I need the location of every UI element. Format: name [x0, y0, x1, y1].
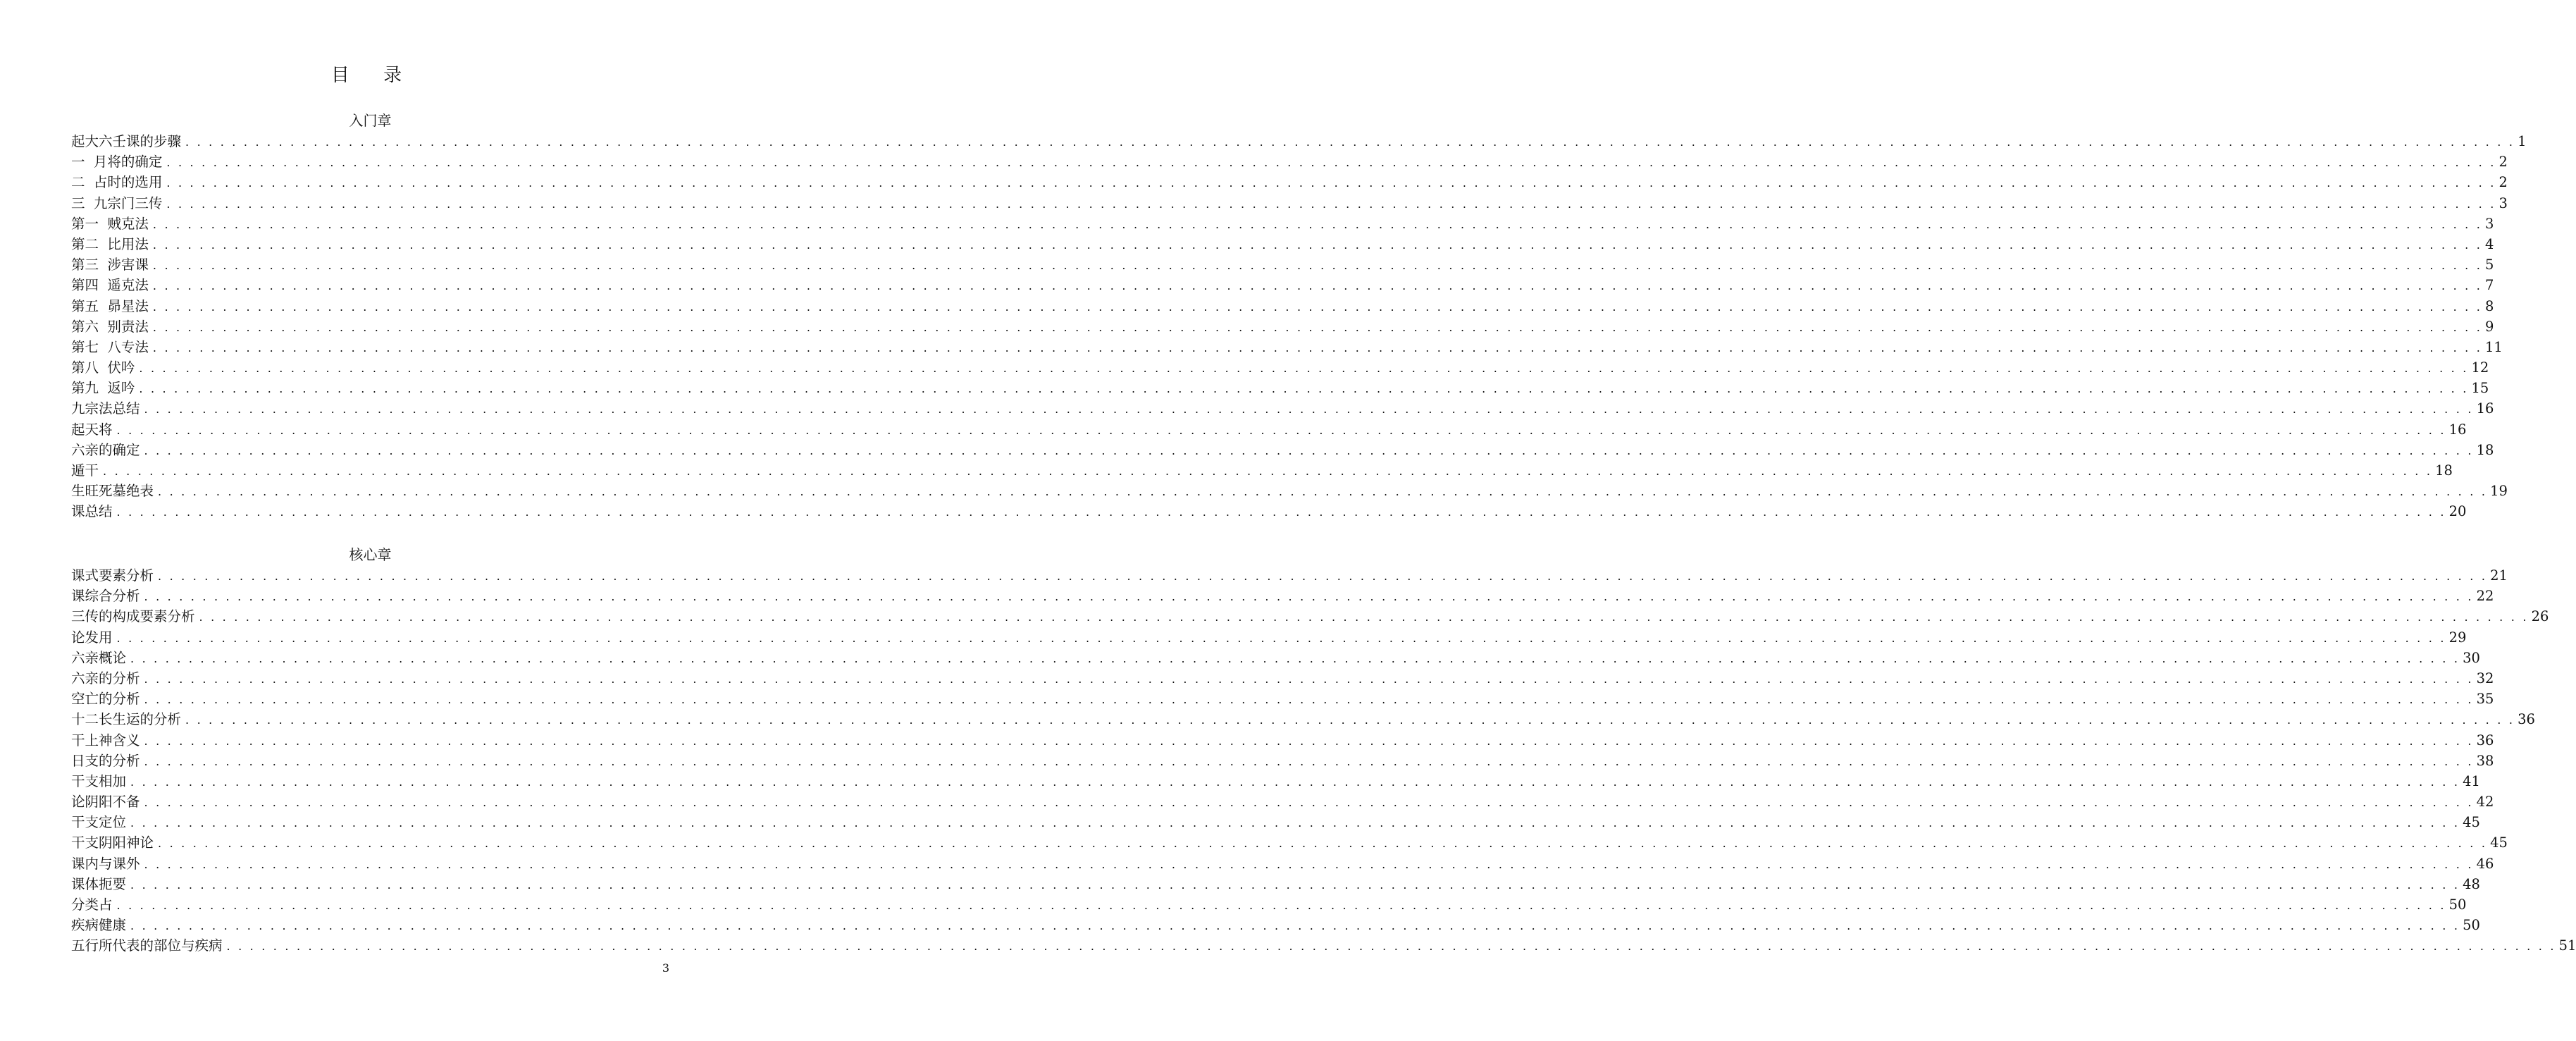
toc-entry-page: 38: [2476, 752, 2494, 769]
toc-entry-label: 六亲的分析: [71, 670, 140, 686]
toc-entry-label: 第九 返吟: [71, 380, 135, 397]
dot-leader: . . . . . . . . . . . . . . . . . . . . . . . . . . . . . . . . . . . . . . . . . . . . . . . . . . . . . . . . . . . . . . . . . . . . . . . . . . . . . . . . . . . . . . . . . . . . . . . . . . . . . . . . . . . . . . . . . . . . . . . . . . . . . . . . . . . . . . . . . . . . . . . . . . . . . . . . . . . . . . . . . . . . . . . . . . . . . . . . . . . . . . . . . . . . . . . . . . . . . . . .: [103, 464, 2433, 478]
toc-entry-page: 5: [2485, 257, 2494, 273]
toc-entry-page: 35: [2476, 691, 2494, 708]
toc-entry-page: 36: [2476, 732, 2494, 749]
toc-entry[interactable]: [71, 131, 2527, 152]
toc-entry[interactable]: [71, 915, 2480, 935]
dot-leader: . . . . . . . . . . . . . . . . . . . . . . . . . . . . . . . . . . . . . . . . . . . . . . . . . . . . . . . . . . . . . . . . . . . . . . . . . . . . . . . . . . . . . . . . . . . . . . . . . . . . . . . . . . . . . . . . . . . . . . . . . . . . . . . . . . . . . . . . . . . . . . . . . . . . . . . . . . . . . . . . . . . . . . . . . . . . . . . . . . . . . . . . . . . . . . . . . . . . . . . .: [144, 796, 2474, 810]
dot-leader: . . . . . . . . . . . . . . . . . . . . . . . . . . . . . . . . . . . . . . . . . . . . . . . . . . . . . . . . . . . . . . . . . . . . . . . . . . . . . . . . . . . . . . . . . . . . . . . . . . . . . . . . . . . . . . . . . . . . . . . . . . . . . . . . . . . . . . . . . . . . . . . . . . . . . . . . . . . . . . . . . . . . . . . . . . . . . . . . . . . . . . . . . . . . . . . . . . . . . . . .: [130, 816, 2460, 830]
toc-entry-page: 21: [2490, 567, 2508, 584]
toc-entry-label: 疾病健康: [71, 917, 127, 934]
dot-leader: . . . . . . . . . . . . . . . . . . . . . . . . . . . . . . . . . . . . . . . . . . . . . . . . . . . . . . . . . . . . . . . . . . . . . . . . . . . . . . . . . . . . . . . . . . . . . . . . . . . . . . . . . . . . . . . . . . . . . . . . . . . . . . . . . . . . . . . . . . . . . . . . . . . . . . . . . . . . . . . . . . . . . . . . . . . . . . . . . . . . . . . . . . . . . . . . . . . . . . . .: [144, 590, 2474, 604]
dot-leader: . . . . . . . . . . . . . . . . . . . . . . . . . . . . . . . . . . . . . . . . . . . . . . . . . . . . . . . . . . . . . . . . . . . . . . . . . . . . . . . . . . . . . . . . . . . . . . . . . . . . . . . . . . . . . . . . . . . . . . . . . . . . . . . . . . . . . . . . . . . . . . . . . . . . . . . . . . . . . . . . . . . . . . . . . . . . . . . . . . . . . . . . . . . . . . . . . . . . . . . .: [152, 238, 2482, 252]
toc-entry-page: 26: [2531, 608, 2549, 625]
toc-entry-page: 41: [2463, 772, 2480, 789]
toc-entry-label: 第六 别责法: [71, 318, 149, 335]
toc-entry-page: 50: [2463, 917, 2480, 934]
dot-leader: . . . . . . . . . . . . . . . . . . . . . . . . . . . . . . . . . . . . . . . . . . . . . . . . . . . . . . . . . . . . . . . . . . . . . . . . . . . . . . . . . . . . . . . . . . . . . . . . . . . . . . . . . . . . . . . . . . . . . . . . . . . . . . . . . . . . . . . . . . . . . . . . . . . . . . . . . . . . . . . . . . . . . . . . . . . . . . . . . . . . . . . . . . . . . . . . . . . . . . . .: [139, 382, 2469, 396]
dot-leader: . . . . . . . . . . . . . . . . . . . . . . . . . . . . . . . . . . . . . . . . . . . . . . . . . . . . . . . . . . . . . . . . . . . . . . . . . . . . . . . . . . . . . . . . . . . . . . . . . . . . . . . . . . . . . . . . . . . . . . . . . . . . . . . . . . . . . . . . . . . . . . . . . . . . . . . . . . . . . . . . . . . . . . . . . . . . . . . . . . . . . . . . . . . . . . . . . . . . . . . .: [144, 443, 2474, 457]
toc-entry[interactable]: [71, 771, 2480, 791]
dot-leader: . . . . . . . . . . . . . . . . . . . . . . . . . . . . . . . . . . . . . . . . . . . . . . . . . . . . . . . . . . . . . . . . . . . . . . . . . . . . . . . . . . . . . . . . . . . . . . . . . . . . . . . . . . . . . . . . . . . . . . . . . . . . . . . . . . . . . . . . . . . . . . . . . . . . . . . . . . . . . . . . . . . . . . . . . . . . . . . . . . . . . . . . . . . . . . . . . . . . . . . .: [152, 320, 2482, 334]
toc-entry-label: 六亲的确定: [71, 441, 140, 458]
toc-entry-label: 一 月将的确定: [71, 154, 163, 171]
toc-entry-label: 生旺死墓绝表: [71, 483, 154, 500]
toc-entry[interactable]: [71, 709, 2535, 729]
toc-entry[interactable]: [71, 791, 2494, 812]
toc-entry[interactable]: [71, 419, 2467, 440]
toc-entry[interactable]: [71, 172, 2508, 192]
dot-leader: . . . . . . . . . . . . . . . . . . . . . . . . . . . . . . . . . . . . . . . . . . . . . . . . . . . . . . . . . . . . . . . . . . . . . . . . . . . . . . . . . . . . . . . . . . . . . . . . . . . . . . . . . . . . . . . . . . . . . . . . . . . . . . . . . . . . . . . . . . . . . . . . . . . . . . . . . . . . . . . . . . . . . . . . . . . . . . . . . . . . . . . . . . . . . . . . . . . . . . . .: [130, 651, 2460, 665]
toc-entry[interactable]: [71, 894, 2467, 915]
toc-entry-label: 起天将: [71, 421, 113, 438]
toc-entry[interactable]: [71, 152, 2508, 172]
toc-entry-label: 课内与课外: [71, 855, 140, 872]
toc-entry-page: 45: [2490, 834, 2508, 851]
toc-entry[interactable]: [71, 357, 2489, 378]
toc-entry-page: 19: [2490, 483, 2508, 500]
toc-entry-label: 干支阴阳神论: [71, 834, 154, 851]
toc-entry[interactable]: [71, 501, 2467, 522]
toc-entry-page: 9: [2485, 318, 2494, 335]
dot-leader: . . . . . . . . . . . . . . . . . . . . . . . . . . . . . . . . . . . . . . . . . . . . . . . . . . . . . . . . . . . . . . . . . . . . . . . . . . . . . . . . . . . . . . . . . . . . . . . . . . . . . . . . . . . . . . . . . . . . . . . . . . . . . . . . . . . . . . . . . . . . . . . . . . . . . . . . . . . . . . . . . . . . . . . . . . . . . . . . . . . . . . . . . . . . . . . . . . . . . . . .: [152, 300, 2482, 314]
toc-entry[interactable]: [71, 234, 2494, 254]
page-title: 目 录: [330, 65, 416, 86]
toc-entry-label: 起大六壬课的步骤: [71, 133, 182, 149]
toc-entry-label: 第一 贼克法: [71, 215, 149, 232]
toc-entry-label: 日支的分析: [71, 752, 140, 769]
toc-entry-page: 12: [2471, 359, 2489, 376]
toc-entry[interactable]: [71, 627, 2467, 648]
toc-entry[interactable]: [71, 460, 2453, 481]
toc-entry[interactable]: [71, 275, 2494, 295]
toc-entry[interactable]: [71, 874, 2480, 894]
toc-entry-page: 15: [2471, 380, 2489, 397]
toc-entry-label: 第三 涉害课: [71, 257, 149, 273]
dot-leader: . . . . . . . . . . . . . . . . . . . . . . . . . . . . . . . . . . . . . . . . . . . . . . . . . . . . . . . . . . . . . . . . . . . . . . . . . . . . . . . . . . . . . . . . . . . . . . . . . . . . . . . . . . . . . . . . . . . . . . . . . . . . . . . . . . . . . . . . . . . . . . . . . . . . . . . . . . . . . . . . . . . . . . . . . . . . . . . . . . . . . . . . . . . . . . . . . . . . . . . .: [116, 899, 2446, 912]
dot-leader: . . . . . . . . . . . . . . . . . . . . . . . . . . . . . . . . . . . . . . . . . . . . . . . . . . . . . . . . . . . . . . . . . . . . . . . . . . . . . . . . . . . . . . . . . . . . . . . . . . . . . . . . . . . . . . . . . . . . . . . . . . . . . . . . . . . . . . . . . . . . . . . . . . . . . . . . . . . . . . . . . . . . . . . . . . . . . . . . . . . . . . . . . . . . . . . . . . . . . . . .: [144, 734, 2474, 748]
toc-entry-page: 3: [2485, 215, 2494, 232]
toc-entry[interactable]: [71, 586, 2494, 606]
dot-leader: . . . . . . . . . . . . . . . . . . . . . . . . . . . . . . . . . . . . . . . . . . . . . . . . . . . . . . . . . . . . . . . . . . . . . . . . . . . . . . . . . . . . . . . . . . . . . . . . . . . . . . . . . . . . . . . . . . . . . . . . . . . . . . . . . . . . . . . . . . . . . . . . . . . . . . . . . . . . . . . . . . . . . . . . . . . . . . . . . . . . . . . . . . . . . . . . . . . . . . . .: [199, 610, 2529, 624]
dot-leader: . . . . . . . . . . . . . . . . . . . . . . . . . . . . . . . . . . . . . . . . . . . . . . . . . . . . . . . . . . . . . . . . . . . . . . . . . . . . . . . . . . . . . . . . . . . . . . . . . . . . . . . . . . . . . . . . . . . . . . . . . . . . . . . . . . . . . . . . . . . . . . . . . . . . . . . . . . . . . . . . . . . . . . . . . . . . . . . . . . . . . . . . . . . . . . . . . . . . . . . .: [152, 279, 2482, 293]
toc-entry[interactable]: [71, 668, 2494, 689]
toc-entry-page: 22: [2476, 588, 2494, 605]
toc-entry[interactable]: [71, 481, 2508, 501]
toc-entry[interactable]: [71, 606, 2549, 627]
toc-entry-label: 空亡的分析: [71, 691, 140, 708]
section-heading: 入门章: [349, 112, 392, 129]
toc-section-core: [71, 545, 2576, 956]
toc-entry-list: [71, 565, 2576, 956]
toc-entry[interactable]: [71, 812, 2480, 832]
toc-entry-page: 8: [2485, 297, 2494, 314]
dot-leader: . . . . . . . . . . . . . . . . . . . . . . . . . . . . . . . . . . . . . . . . . . . . . . . . . . . . . . . . . . . . . . . . . . . . . . . . . . . . . . . . . . . . . . . . . . . . . . . . . . . . . . . . . . . . . . . . . . . . . . . . . . . . . . . . . . . . . . . . . . . . . . . . . . . . . . . . . . . . . . . . . . . . . . . . . . . . . . . . . . . . . . . . . . . . . . . . . . . . . . . .: [166, 156, 2496, 170]
toc-entry-label: 第二 比用法: [71, 235, 149, 252]
toc-entry-label: 干上神含义: [71, 732, 140, 749]
toc-entry-label: 课总结: [71, 503, 113, 520]
toc-entry-page: 46: [2476, 855, 2494, 872]
toc-entry-label: 二 占时的选用: [71, 174, 163, 191]
section-heading: 核心章: [349, 546, 392, 563]
dot-leader: . . . . . . . . . . . . . . . . . . . . . . . . . . . . . . . . . . . . . . . . . . . . . . . . . . . . . . . . . . . . . . . . . . . . . . . . . . . . . . . . . . . . . . . . . . . . . . . . . . . . . . . . . . . . . . . . . . . . . . . . . . . . . . . . . . . . . . . . . . . . . . . . . . . . . . . . . . . . . . . . . . . . . . . . . . . . . . . . . . . . . . . . . . . . . . . . . . . . . . . .: [130, 877, 2460, 892]
toc-entry-page: 16: [2448, 421, 2467, 438]
toc-entry-label: 第四 遥克法: [71, 277, 149, 294]
toc-entry[interactable]: [71, 398, 2494, 419]
toc-entry-label: 五行所代表的部位与疾病: [71, 937, 223, 954]
toc-entry-page: 50: [2448, 897, 2467, 913]
toc-entry-list: [71, 131, 2527, 522]
toc-entry-label: 遁干: [71, 462, 99, 479]
toc-entry-label: 课体扼要: [71, 875, 127, 892]
toc-entry-page: 2: [2498, 154, 2508, 171]
toc-entry-page: 30: [2463, 649, 2480, 666]
toc-entry-page: 18: [2476, 441, 2494, 458]
toc-entry-label: 论发用: [71, 629, 113, 646]
dot-leader: . . . . . . . . . . . . . . . . . . . . . . . . . . . . . . . . . . . . . . . . . . . . . . . . . . . . . . . . . . . . . . . . . . . . . . . . . . . . . . . . . . . . . . . . . . . . . . . . . . . . . . . . . . . . . . . . . . . . . . . . . . . . . . . . . . . . . . . . . . . . . . . . . . . . . . . . . . . . . . . . . . . . . . . . . . . . . . . . . . . . . . . . . . . . . . . . . . . . . . . .: [139, 362, 2469, 376]
toc-entry[interactable]: [71, 193, 2508, 214]
dot-leader: . . . . . . . . . . . . . . . . . . . . . . . . . . . . . . . . . . . . . . . . . . . . . . . . . . . . . . . . . . . . . . . . . . . . . . . . . . . . . . . . . . . . . . . . . . . . . . . . . . . . . . . . . . . . . . . . . . . . . . . . . . . . . . . . . . . . . . . . . . . . . . . . . . . . . . . . . . . . . . . . . . . . . . . . . . . . . . . . . . . . . . . . . . . . . . . . . . . . . . . .: [144, 672, 2474, 686]
toc-entry[interactable]: [71, 648, 2480, 668]
dot-leader: . . . . . . . . . . . . . . . . . . . . . . . . . . . . . . . . . . . . . . . . . . . . . . . . . . . . . . . . . . . . . . . . . . . . . . . . . . . . . . . . . . . . . . . . . . . . . . . . . . . . . . . . . . . . . . . . . . . . . . . . . . . . . . . . . . . . . . . . . . . . . . . . . . . . . . . . . . . . . . . . . . . . . . . . . . . . . . . . . . . . . . . . . . . . . . . . . . . . . . . .: [116, 631, 2446, 645]
toc-entry[interactable]: [71, 854, 2494, 874]
dot-leader: . . . . . . . . . . . . . . . . . . . . . . . . . . . . . . . . . . . . . . . . . . . . . . . . . . . . . . . . . . . . . . . . . . . . . . . . . . . . . . . . . . . . . . . . . . . . . . . . . . . . . . . . . . . . . . . . . . . . . . . . . . . . . . . . . . . . . . . . . . . . . . . . . . . . . . . . . . . . . . . . . . . . . . . . . . . . . . . . . . . . . . . . . . . . . . . . . . . . . . . .: [166, 197, 2496, 211]
toc-entry-page: 1: [2518, 133, 2527, 149]
toc-entry[interactable]: [71, 316, 2494, 337]
dot-leader: . . . . . . . . . . . . . . . . . . . . . . . . . . . . . . . . . . . . . . . . . . . . . . . . . . . . . . . . . . . . . . . . . . . . . . . . . . . . . . . . . . . . . . . . . . . . . . . . . . . . . . . . . . . . . . . . . . . . . . . . . . . . . . . . . . . . . . . . . . . . . . . . . . . . . . . . . . . . . . . . . . . . . . . . . . . . . . . . . . . . . . . . . . . . . . . . . . . . . . . .: [130, 919, 2460, 933]
dot-leader: . . . . . . . . . . . . . . . . . . . . . . . . . . . . . . . . . . . . . . . . . . . . . . . . . . . . . . . . . . . . . . . . . . . . . . . . . . . . . . . . . . . . . . . . . . . . . . . . . . . . . . . . . . . . . . . . . . . . . . . . . . . . . . . . . . . . . . . . . . . . . . . . . . . . . . . . . . . . . . . . . . . . . . . . . . . . . . . . . . . . . . . . . . . . . . . . . . . . . . . .: [185, 135, 2515, 149]
toc-entry[interactable]: [71, 214, 2494, 234]
dot-leader: . . . . . . . . . . . . . . . . . . . . . . . . . . . . . . . . . . . . . . . . . . . . . . . . . . . . . . . . . . . . . . . . . . . . . . . . . . . . . . . . . . . . . . . . . . . . . . . . . . . . . . . . . . . . . . . . . . . . . . . . . . . . . . . . . . . . . . . . . . . . . . . . . . . . . . . . . . . . . . . . . . . . . . . . . . . . . . . . . . . . . . . . . . . . . . . . . . . . . . . .: [158, 837, 2488, 851]
toc-entry-page: 7: [2485, 277, 2494, 294]
page-number: 3: [662, 961, 669, 975]
toc-entry-page: 32: [2476, 670, 2494, 686]
dot-leader: . . . . . . . . . . . . . . . . . . . . . . . . . . . . . . . . . . . . . . . . . . . . . . . . . . . . . . . . . . . . . . . . . . . . . . . . . . . . . . . . . . . . . . . . . . . . . . . . . . . . . . . . . . . . . . . . . . . . . . . . . . . . . . . . . . . . . . . . . . . . . . . . . . . . . . . . . . . . . . . . . . . . . . . . . . . . . . . . . . . . . . . . . . . . . . . . . . . . . . . .: [144, 402, 2474, 417]
toc-entry-label: 第五 昴星法: [71, 297, 149, 314]
toc-entry[interactable]: [71, 378, 2489, 398]
dot-leader: . . . . . . . . . . . . . . . . . . . . . . . . . . . . . . . . . . . . . . . . . . . . . . . . . . . . . . . . . . . . . . . . . . . . . . . . . . . . . . . . . . . . . . . . . . . . . . . . . . . . . . . . . . . . . . . . . . . . . . . . . . . . . . . . . . . . . . . . . . . . . . . . . . . . . . . . . . . . . . . . . . . . . . . . . . . . . . . . . . . . . . . . . . . . . . . . . . . . . . . .: [144, 693, 2474, 707]
toc-entry-page: 48: [2463, 875, 2480, 892]
toc-entry[interactable]: [71, 296, 2494, 316]
toc-entry-label: 九宗法总结: [71, 400, 140, 417]
dot-leader: . . . . . . . . . . . . . . . . . . . . . . . . . . . . . . . . . . . . . . . . . . . . . . . . . . . . . . . . . . . . . . . . . . . . . . . . . . . . . . . . . . . . . . . . . . . . . . . . . . . . . . . . . . . . . . . . . . . . . . . . . . . . . . . . . . . . . . . . . . . . . . . . . . . . . . . . . . . . . . . . . . . . . . . . . . . . . . . . . . . . . . . . . . . . . . . . . . . . . . . .: [226, 940, 2556, 954]
toc-entry-label: 第八 伏吟: [71, 359, 135, 376]
toc-entry-page: 18: [2435, 462, 2453, 479]
toc-entry[interactable]: [71, 337, 2503, 357]
dot-leader: . . . . . . . . . . . . . . . . . . . . . . . . . . . . . . . . . . . . . . . . . . . . . . . . . . . . . . . . . . . . . . . . . . . . . . . . . . . . . . . . . . . . . . . . . . . . . . . . . . . . . . . . . . . . . . . . . . . . . . . . . . . . . . . . . . . . . . . . . . . . . . . . . . . . . . . . . . . . . . . . . . . . . . . . . . . . . . . . . . . . . . . . . . . . . . . . . . . . . . . .: [116, 423, 2446, 437]
dot-leader: . . . . . . . . . . . . . . . . . . . . . . . . . . . . . . . . . . . . . . . . . . . . . . . . . . . . . . . . . . . . . . . . . . . . . . . . . . . . . . . . . . . . . . . . . . . . . . . . . . . . . . . . . . . . . . . . . . . . . . . . . . . . . . . . . . . . . . . . . . . . . . . . . . . . . . . . . . . . . . . . . . . . . . . . . . . . . . . . . . . . . . . . . . . . . . . . . . . . . . . .: [185, 713, 2515, 727]
toc-entry-label: 第七 八专法: [71, 338, 149, 355]
toc-entry-page: 51: [2558, 937, 2576, 954]
toc-entry-label: 论阴阳不备: [71, 794, 140, 811]
dot-leader: . . . . . . . . . . . . . . . . . . . . . . . . . . . . . . . . . . . . . . . . . . . . . . . . . . . . . . . . . . . . . . . . . . . . . . . . . . . . . . . . . . . . . . . . . . . . . . . . . . . . . . . . . . . . . . . . . . . . . . . . . . . . . . . . . . . . . . . . . . . . . . . . . . . . . . . . . . . . . . . . . . . . . . . . . . . . . . . . . . . . . . . . . . . . . . . . . . . . . . . .: [166, 176, 2496, 190]
toc-entry[interactable]: [71, 832, 2508, 853]
dot-leader: . . . . . . . . . . . . . . . . . . . . . . . . . . . . . . . . . . . . . . . . . . . . . . . . . . . . . . . . . . . . . . . . . . . . . . . . . . . . . . . . . . . . . . . . . . . . . . . . . . . . . . . . . . . . . . . . . . . . . . . . . . . . . . . . . . . . . . . . . . . . . . . . . . . . . . . . . . . . . . . . . . . . . . . . . . . . . . . . . . . . . . . . . . . . . . . . . . . . . . . .: [158, 569, 2488, 583]
dot-leader: . . . . . . . . . . . . . . . . . . . . . . . . . . . . . . . . . . . . . . . . . . . . . . . . . . . . . . . . . . . . . . . . . . . . . . . . . . . . . . . . . . . . . . . . . . . . . . . . . . . . . . . . . . . . . . . . . . . . . . . . . . . . . . . . . . . . . . . . . . . . . . . . . . . . . . . . . . . . . . . . . . . . . . . . . . . . . . . . . . . . . . . . . . . . . . . . . . . . . . . .: [144, 754, 2474, 768]
toc-entry-label: 三传的构成要素分析: [71, 608, 195, 625]
toc-entry-page: 29: [2448, 629, 2467, 646]
dot-leader: . . . . . . . . . . . . . . . . . . . . . . . . . . . . . . . . . . . . . . . . . . . . . . . . . . . . . . . . . . . . . . . . . . . . . . . . . . . . . . . . . . . . . . . . . . . . . . . . . . . . . . . . . . . . . . . . . . . . . . . . . . . . . . . . . . . . . . . . . . . . . . . . . . . . . . . . . . . . . . . . . . . . . . . . . . . . . . . . . . . . . . . . . . . . . . . . . . . . . . . .: [152, 340, 2482, 355]
dot-leader: . . . . . . . . . . . . . . . . . . . . . . . . . . . . . . . . . . . . . . . . . . . . . . . . . . . . . . . . . . . . . . . . . . . . . . . . . . . . . . . . . . . . . . . . . . . . . . . . . . . . . . . . . . . . . . . . . . . . . . . . . . . . . . . . . . . . . . . . . . . . . . . . . . . . . . . . . . . . . . . . . . . . . . . . . . . . . . . . . . . . . . . . . . . . . . . . . . . . . . . .: [158, 485, 2488, 499]
toc-entry-page: 3: [2498, 195, 2508, 211]
toc-entry-label: 干支定位: [71, 814, 127, 831]
dot-leader: . . . . . . . . . . . . . . . . . . . . . . . . . . . . . . . . . . . . . . . . . . . . . . . . . . . . . . . . . . . . . . . . . . . . . . . . . . . . . . . . . . . . . . . . . . . . . . . . . . . . . . . . . . . . . . . . . . . . . . . . . . . . . . . . . . . . . . . . . . . . . . . . . . . . . . . . . . . . . . . . . . . . . . . . . . . . . . . . . . . . . . . . . . . . . . . . . . . . . . . .: [152, 217, 2482, 231]
toc-entry[interactable]: [71, 751, 2494, 771]
toc-entry-page: 11: [2485, 338, 2503, 355]
dot-leader: . . . . . . . . . . . . . . . . . . . . . . . . . . . . . . . . . . . . . . . . . . . . . . . . . . . . . . . . . . . . . . . . . . . . . . . . . . . . . . . . . . . . . . . . . . . . . . . . . . . . . . . . . . . . . . . . . . . . . . . . . . . . . . . . . . . . . . . . . . . . . . . . . . . . . . . . . . . . . . . . . . . . . . . . . . . . . . . . . . . . . . . . . . . . . . . . . . . . . . . .: [116, 505, 2446, 519]
toc-entry-label: 课综合分析: [71, 588, 140, 605]
toc-entry[interactable]: [71, 565, 2508, 586]
toc-entry[interactable]: [71, 440, 2494, 460]
toc-entry[interactable]: [71, 935, 2576, 956]
toc-entry-page: 36: [2518, 711, 2535, 728]
toc-entry-page: 4: [2485, 235, 2494, 252]
toc-entry-page: 16: [2476, 400, 2494, 417]
toc-section-intro: [71, 111, 2527, 522]
toc-entry-page: 20: [2448, 503, 2467, 520]
dot-leader: . . . . . . . . . . . . . . . . . . . . . . . . . . . . . . . . . . . . . . . . . . . . . . . . . . . . . . . . . . . . . . . . . . . . . . . . . . . . . . . . . . . . . . . . . . . . . . . . . . . . . . . . . . . . . . . . . . . . . . . . . . . . . . . . . . . . . . . . . . . . . . . . . . . . . . . . . . . . . . . . . . . . . . . . . . . . . . . . . . . . . . . . . . . . . . . . . . . . . . . .: [130, 775, 2460, 789]
dot-leader: . . . . . . . . . . . . . . . . . . . . . . . . . . . . . . . . . . . . . . . . . . . . . . . . . . . . . . . . . . . . . . . . . . . . . . . . . . . . . . . . . . . . . . . . . . . . . . . . . . . . . . . . . . . . . . . . . . . . . . . . . . . . . . . . . . . . . . . . . . . . . . . . . . . . . . . . . . . . . . . . . . . . . . . . . . . . . . . . . . . . . . . . . . . . . . . . . . . . . . . .: [144, 857, 2474, 871]
toc-entry-label: 课式要素分析: [71, 567, 154, 584]
toc-entry-label: 六亲概论: [71, 649, 127, 666]
toc-entry-page: 42: [2476, 794, 2494, 811]
toc-entry-label: 干支相加: [71, 772, 127, 789]
toc-entry-page: 45: [2463, 814, 2480, 831]
toc-entry[interactable]: [71, 689, 2494, 709]
dot-leader: . . . . . . . . . . . . . . . . . . . . . . . . . . . . . . . . . . . . . . . . . . . . . . . . . . . . . . . . . . . . . . . . . . . . . . . . . . . . . . . . . . . . . . . . . . . . . . . . . . . . . . . . . . . . . . . . . . . . . . . . . . . . . . . . . . . . . . . . . . . . . . . . . . . . . . . . . . . . . . . . . . . . . . . . . . . . . . . . . . . . . . . . . . . . . . . . . . . . . . . .: [152, 259, 2482, 273]
toc-entry-label: 分类占: [71, 897, 113, 913]
toc-entry[interactable]: [71, 730, 2494, 751]
toc-entry[interactable]: [71, 254, 2494, 275]
toc-entry-label: 十二长生运的分析: [71, 711, 182, 728]
toc-entry-label: 三 九宗门三传: [71, 195, 163, 211]
toc-entry-page: 2: [2498, 174, 2508, 191]
